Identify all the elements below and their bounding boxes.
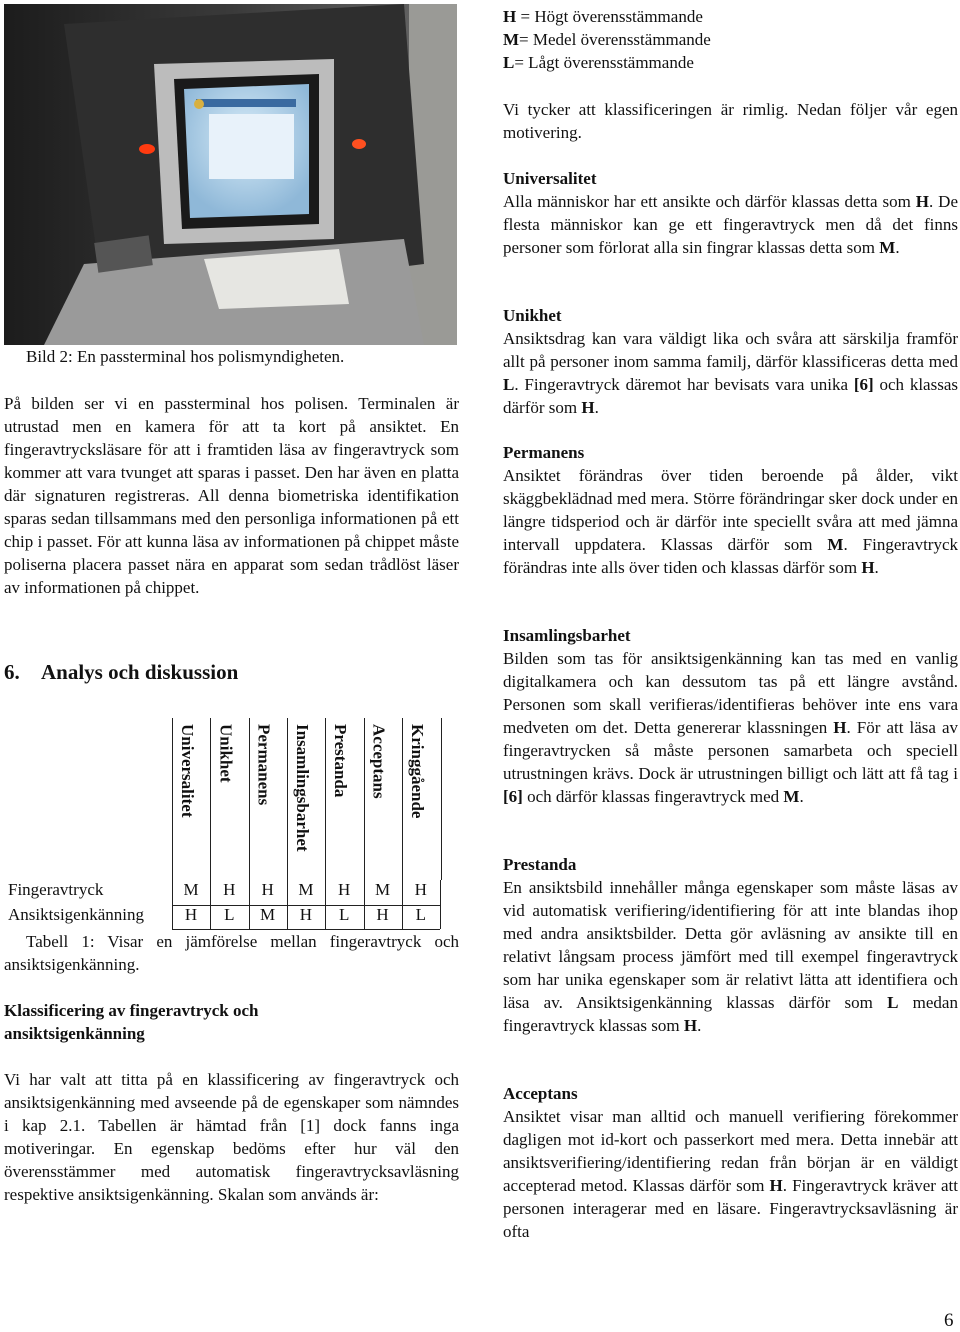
column-header: Unikhet bbox=[210, 718, 249, 880]
classification-paragraph: Vi har valt att titta på en klassificering av fingeravtryck och ansiktsigenkänning med avseende på de egenskaper som nämndes i kap 2.1. Tabellen är hämtad från [1] dock fanns inga motiveringar. En egenskap bedöms efter hur väl den överensstämmer med automatisk fingeravtrycksavläsning respektive ansiktsigenkänning. Skalan som används är: bbox=[4, 1070, 459, 1204]
table-cell: M bbox=[298, 880, 314, 899]
column-header: Insamlingsbarhet bbox=[287, 718, 326, 880]
table-cell: M bbox=[183, 880, 199, 899]
motivation-section-title: Acceptans bbox=[503, 1084, 578, 1103]
table-caption: Tabell 1: Visar en jämförelse mellan fingeravtryck och ansiktsigenkänning. bbox=[4, 932, 459, 974]
table-cell: H bbox=[338, 880, 351, 899]
table-cell: L bbox=[338, 905, 350, 924]
table-cell: H bbox=[299, 905, 313, 924]
table-rule bbox=[210, 880, 211, 929]
table-rule bbox=[402, 880, 403, 929]
table-cell: H bbox=[184, 905, 198, 924]
table-rule bbox=[364, 880, 365, 929]
table-rule bbox=[287, 880, 288, 929]
table-cell: H bbox=[376, 905, 389, 924]
column-header: Acceptans bbox=[364, 718, 403, 880]
motivation-section-text: Ansiktet visar man alltid och manuell verifiering förekommer dagligen mot id-kort och passerkort med mera. Detta innebär att ansiktsverifiering/identifiering redan från början är en väldigt accepterad metod. Klassas därför som H. Fingeravtryck kräver att personen interagerar med en läsare. Fingeravtrycksavläsning är ofta bbox=[503, 1107, 958, 1241]
motivation-section-text: Bilden som tas för ansiktsigenkänning kan tas med en vanlig digitalkamera och kan dessutom tas på ett längre avstånd. Personen som skall verifieras/identifieras behöver inte ens vara medveten om det. Detta genererar klassningen H. För att läsa av fingeravtrycken så måste personen samarbeta och speciell utrustningen krävs. Dock är utrustningen billigt och lätt att få tag i [6] och därför klassas fingeravtryck med M. bbox=[503, 649, 958, 806]
page-number: 6 bbox=[944, 1310, 954, 1331]
table-cell: H bbox=[223, 880, 236, 899]
motivation-section-title: Insamlingsbarhet bbox=[503, 626, 631, 645]
passport-terminal-photo bbox=[4, 4, 457, 345]
scale-low: L= Lågt överensstämmande bbox=[503, 53, 694, 72]
motivation-section bbox=[503, 853, 958, 1037]
scale-medium: M= Medel överensstämmande bbox=[503, 30, 711, 49]
motivation-section bbox=[503, 1082, 958, 1243]
motivation-section-title: Unikhet bbox=[503, 306, 562, 325]
table-cell: M bbox=[260, 905, 276, 924]
table-rule bbox=[249, 880, 250, 929]
column-header: Universalitet bbox=[172, 718, 211, 880]
classification-heading: Klassificering av fingeravtryck och ansiktsigenkänning bbox=[4, 1001, 259, 1043]
table-cell: M bbox=[374, 880, 391, 899]
column-header: Prestanda bbox=[325, 718, 364, 880]
motivation-section-title: Prestanda bbox=[503, 855, 577, 874]
motivation-section-title: Permanens bbox=[503, 443, 585, 462]
column-header: Permanens bbox=[249, 718, 288, 880]
scale-legend bbox=[503, 5, 711, 74]
table-rule bbox=[172, 905, 440, 906]
column-header: Kringgående bbox=[402, 718, 442, 880]
motivation-section-text: En ansiktsbild innehåller många egenskaper som måste läsas av vid automatisk verifiering/identifiering för att inte blandas ihop med andra ansiktsbilder. Detta gör avläsning av ansikte till en relativt långsam process jämfört med till exempel fingeravtryck som har unika egenskaper som är relativt lätta att identifiera och läsa av. Ansiktsigenkänning klassas därför som L medan fingeravtryck klassas som H. bbox=[503, 878, 958, 1035]
table-row-label: Fingeravtryck bbox=[8, 880, 104, 899]
section-heading bbox=[4, 660, 238, 685]
motivation-section bbox=[503, 624, 958, 808]
table-cell: H bbox=[261, 880, 274, 899]
motivation-section-text: Alla människor har ett ansikte och därför klassas detta som H. De flesta människor kan ge ett fingeravtryck men då det finns personer som förlorat alla sin fingrar klassas detta som M. bbox=[503, 192, 958, 257]
motivation-section bbox=[503, 304, 958, 419]
table-cell: L bbox=[415, 905, 426, 924]
motivation-section-text: Ansiktsdrag kan vara väldigt lika och svåra att särskilja framför allt på personer inom samma familj, därför klassificeras detta med L. Fingeravtryck däremot har bevisats vara unika [6] och klassas därför som H. bbox=[503, 329, 958, 417]
motivation-section-text: Ansiktet förändras över tiden beroende på ålder, vikt skäggbeklädnad med mera. Större förändringar sker dock under en längre tidsperiod och är därför inte speciellt svåra att med jämna intervall uppdatera. Klassas därför som M. Fingeravtryck förändras inte alls över tiden och klassas därför som H. bbox=[503, 466, 958, 577]
scale-high: H = Högt överensstämmande bbox=[503, 7, 703, 26]
terminal-illustration bbox=[4, 4, 457, 345]
motivation-section bbox=[503, 167, 958, 259]
table-rule bbox=[440, 880, 441, 929]
intro-paragraph: På bilden ser vi en passterminal hos polisen. Terminalen är utrustad men en kamera för att ta kort på ansiktet. En fingeravtrycksläsare för att i framtiden läsa av fingeravtryck som kommer att vara tvunget att sparas i passet. Den har även en platta där signaturen registreras. All denna biometriska identifikation sparas sedan tillsammans med den personliga informationen på ett chip i passet. För att kunna läsa av informationen på chippet måste poliserna placera passet nära en apparat som sedan trådlöst läser av informationen på chippet. bbox=[4, 394, 459, 597]
section-number: 6. bbox=[4, 660, 20, 684]
section-title: Analys och diskussion bbox=[41, 660, 239, 684]
motivation-section bbox=[503, 441, 958, 579]
table-rule bbox=[325, 880, 326, 929]
motivation-section-title: Universalitet bbox=[503, 169, 597, 188]
table-cell: H bbox=[414, 880, 427, 899]
table-row-label: Ansiktsigenkänning bbox=[8, 905, 144, 924]
table-rule bbox=[172, 880, 173, 929]
photo-caption: Bild 2: En passterminal hos polismyndigheten. bbox=[26, 347, 345, 366]
motivation-intro: Vi tycker att klassificeringen är rimlig. Nedan följer vår egen motivering. bbox=[503, 100, 958, 142]
table-cell: L bbox=[224, 905, 235, 924]
